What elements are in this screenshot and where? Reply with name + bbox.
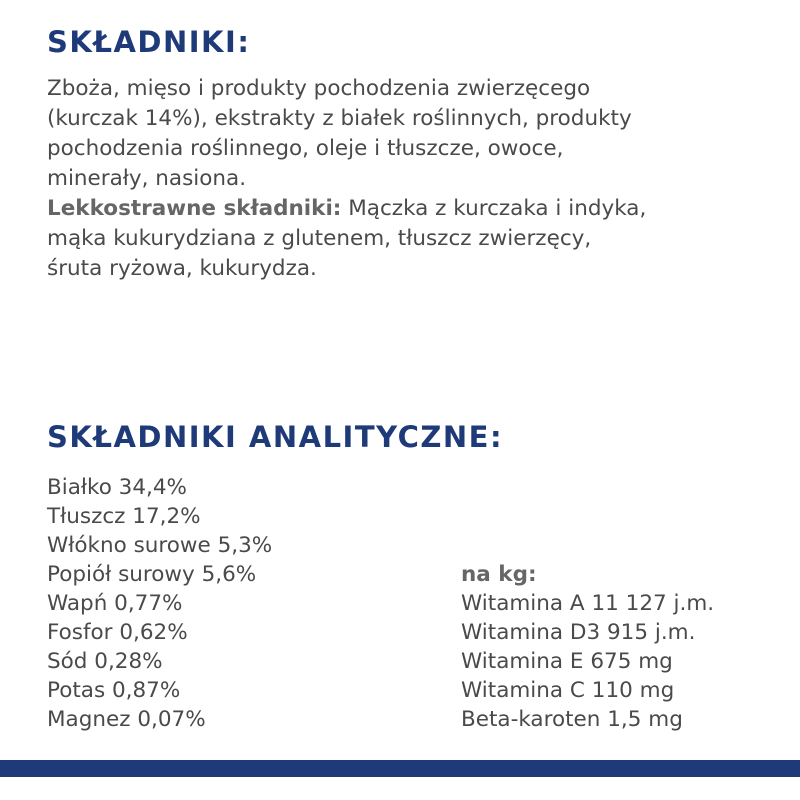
analytical-item: Popiół surowy 5,6% [47,562,257,587]
analytical-item: Potas 0,87% [47,678,181,703]
ingredients-line: Zboża, mięso i produkty pochodzenia zwierzęcego [47,76,591,101]
analytical-item: Białko 34,4% [47,475,187,500]
per-kg-list [461,560,714,734]
ingredients-line: minerały, nasiona. [47,166,247,191]
vitamin-item: Beta-karoten 1,5 mg [461,707,683,732]
ingredients-heading: SKŁADNIKI: [47,25,251,59]
vitamin-item: Witamina D3 915 j.m. [461,620,696,645]
ingredients-line: pochodzenia roślinnego, oleje i tłuszcze, owoce, [47,136,564,161]
vitamin-item: Witamina A 11 127 j.m. [461,591,715,616]
vitamin-item: Witamina C 110 mg [461,678,675,703]
analytical-list [47,473,272,734]
digestible-ingredients-line [47,194,777,224]
ingredients-paragraph [47,74,777,284]
analytical-item: Wapń 0,77% [47,591,183,616]
digestible-ingredients-line: śruta ryżowa, kukurydza. [47,256,317,281]
analytical-item: Magnez 0,07% [47,707,206,732]
bottom-accent-bar [0,760,800,777]
per-kg-label: na kg: [461,562,537,587]
digestible-ingredients-line: mąka kukurydziana z glutenem, tłuszcz zwierzęcy, [47,226,592,251]
analytical-item: Włókno surowe 5,3% [47,533,273,558]
digestible-ingredients-text: Mączka z kurczaka i indyka, [341,196,647,221]
analytical-item: Sód 0,28% [47,649,163,674]
analytical-heading: SKŁADNIKI ANALITYCZNE: [47,420,504,454]
digestible-ingredients-label: Lekkostrawne składniki: [47,196,342,221]
ingredients-line: (kurczak 14%), ekstrakty z białek roślinnych, produkty [47,106,632,131]
analytical-item: Tłuszcz 17,2% [47,504,201,529]
vitamin-item: Witamina E 675 mg [461,649,673,674]
analytical-item: Fosfor 0,62% [47,620,188,645]
